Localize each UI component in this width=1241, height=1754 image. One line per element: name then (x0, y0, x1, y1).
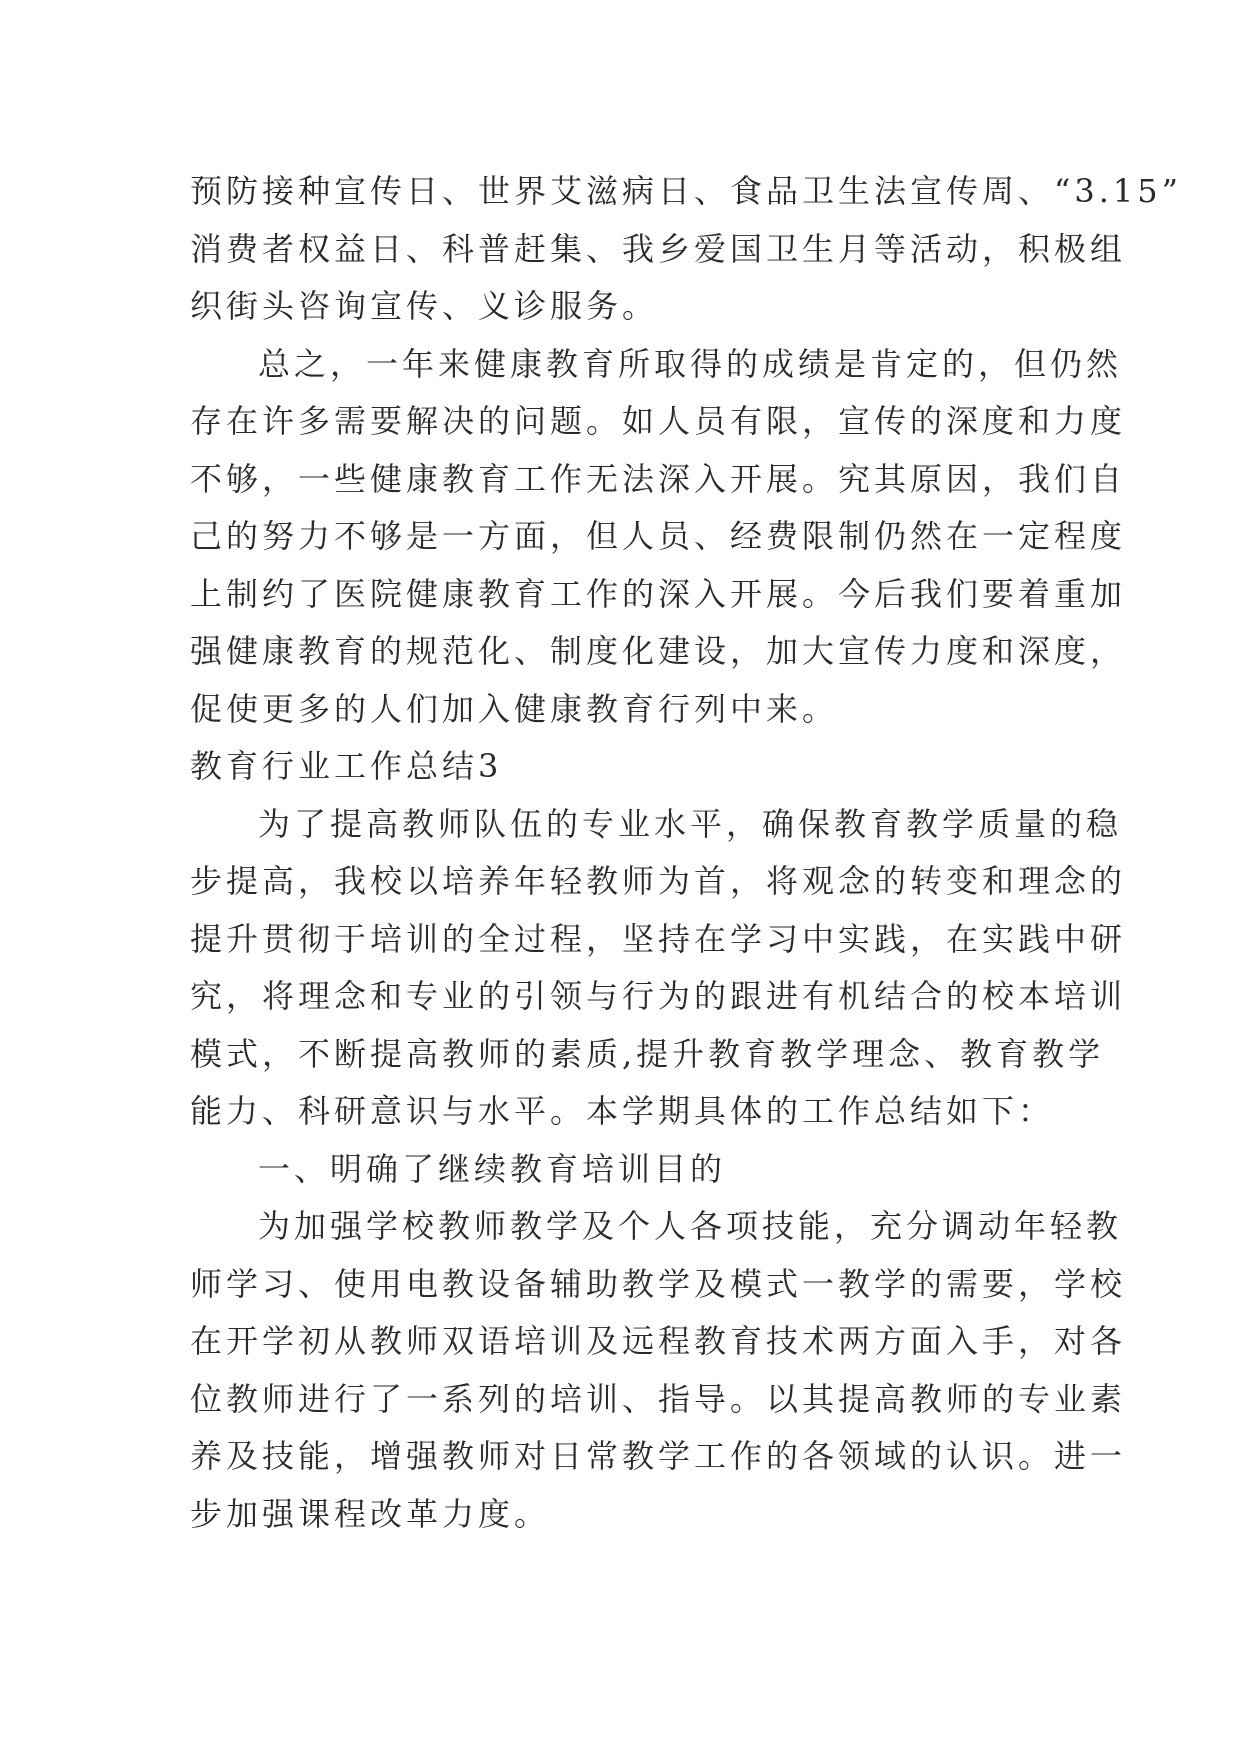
text-line: 教育行业工作总结3 (190, 747, 503, 785)
text-line: 能力、科研意识与水平。本学期具体的工作总结如下： (190, 1092, 1055, 1130)
document-body (190, 163, 1182, 1543)
text-line: 步提高，我校以培养年轻教师为首，将观念的转变和理念的 (190, 862, 1127, 900)
text-line: 一、明确了继续教育培训目的 (258, 1149, 727, 1188)
text-line: 强健康教育的规范化、制度化建设，加大宣传力度和深度， (190, 632, 1127, 670)
text-line: 究，将理念和专业的引领与行为的跟进有机结合的校本培训 (190, 977, 1127, 1015)
text-line: 预防接种宣传日、世界艾滋病日、食品卫生法宣传周、“3.15” (190, 172, 1182, 210)
text-line: 存在许多需要解决的问题。如人员有限，宣传的深度和力度 (190, 402, 1127, 440)
text-line: 为了提高教师队伍的专业水平，确保教育教学质量的稳 (258, 804, 1123, 843)
text-line: 为加强学校教师教学及个人各项技能，充分调动年轻教 (258, 1207, 1123, 1245)
text-line: 织街头咨询宣传、义诊服务。 (190, 287, 659, 325)
text-line: 提升贯彻于培训的全过程，坚持在学习中实践，在实践中研 (190, 919, 1127, 958)
text-line: 在开学初从教师双语培训及远程教育技术两方面入手，对各 (190, 1322, 1127, 1360)
text-line: 不够，一些健康教育工作无法深入开展。究其原因，我们自 (190, 459, 1127, 498)
text-line: 模式，不断提高教师的素质,提升教育教学理念、教育教学 (190, 1034, 1105, 1073)
text-line: 师学习、使用电教设备辅助教学及模式一教学的需要，学校 (190, 1264, 1127, 1303)
text-line: 促使更多的人们加入健康教育行列中来。 (190, 689, 839, 728)
text-line: 养及技能，增强教师对日常教学工作的各领域的认识。进一 (190, 1437, 1127, 1475)
text-line: 上制约了医院健康教育工作的深入开展。今后我们要着重加 (190, 574, 1127, 613)
text-line: 位教师进行了一系列的培训、指导。以其提高教师的专业素 (190, 1379, 1127, 1418)
text-line: 总之，一年来健康教育所取得的成绩是肯定的，但仍然 (258, 344, 1123, 383)
text-line: 消费者权益日、科普赶集、我乡爱国卫生月等活动，积极组 (190, 229, 1127, 268)
text-line: 己的努力不够是一方面，但人员、经费限制仍然在一定程度 (190, 517, 1127, 555)
text-line: 步加强课程改革力度。 (190, 1494, 551, 1533)
